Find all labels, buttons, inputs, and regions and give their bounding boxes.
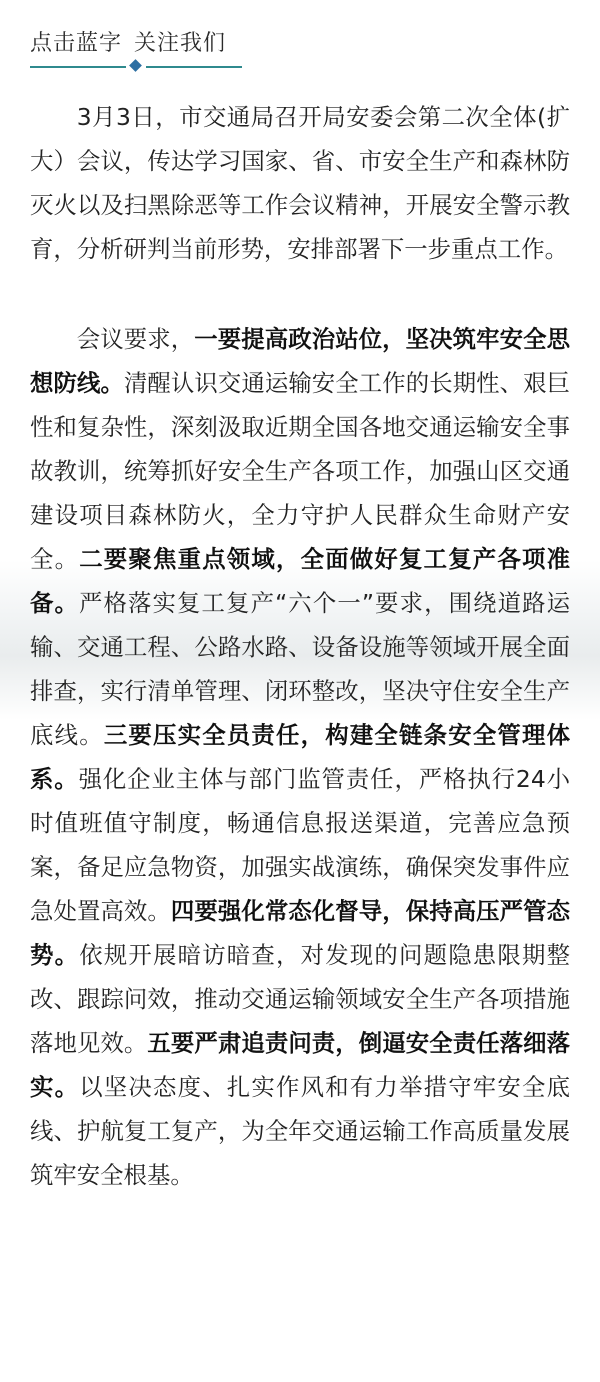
para-text: 会议要求， bbox=[76, 325, 195, 353]
article-paragraph-intro: 3月3日，市交通局召开局安委会第二次全体(扩大）会议，传达学习国家、省、市安全生产和森林防灭火以及扫黑除恶等工作会议精神，开展安全警示教育，分析研判当前形势，安排部署下一步重点工作。 bbox=[30, 103, 570, 263]
diamond-icon bbox=[129, 59, 142, 72]
requirement-1-text: 清醒认识交通运输安全工作的长期性、艰巨性和复杂性，深刻汲取近期全国各地交通运输安全事故教训，统筹抓好安全生产各项工作，加强山区交通建设项目森林防火，全力守护人民群众生命财产安全。 bbox=[30, 369, 571, 573]
follow-label-a: 点击蓝字 bbox=[30, 31, 123, 56]
follow-header[interactable] bbox=[0, 0, 600, 80]
follow-prompt[interactable] bbox=[30, 26, 226, 57]
requirement-3-text: 强化企业主体与部门监管责任，严格执行24小时值班值守制度，畅通信息报送渠道，完善应急预案，备足应急物资，加强实战演练，确保突发事件应急处置高效。 bbox=[30, 765, 570, 925]
requirement-5-text: 以坚决态度、扎实作风和有力举措守牢安全底线、护航复工复产，为全年交通运输工作高质量发展筑牢安全根基。 bbox=[30, 1073, 571, 1189]
requirement-2-text: 严格落实复工复产“六个一”要求，围绕道路运输、交通工程、公路水路、设备设施等领域开展全面排查，实行清单管理、闭环整改，坚决守住安全生产底线。 bbox=[30, 589, 571, 749]
divider-right bbox=[146, 66, 242, 68]
requirement-5-heading: 五要严肃追责问责，倒逼安全责任落细落实。 bbox=[30, 1029, 571, 1101]
requirement-1-heading: 一要提高政治站位，坚决筑牢安全思想防线。 bbox=[30, 325, 570, 397]
article-body bbox=[0, 95, 600, 1197]
requirement-2-heading: 二要聚焦重点领域，全面做好复工复产各项准备。 bbox=[30, 545, 571, 617]
divider-left bbox=[30, 66, 126, 68]
follow-label-b: 关注我们 bbox=[134, 31, 227, 56]
requirement-4-text: 依规开展暗访暗查，对发现的问题隐患限期整改、跟踪问效，推动交通运输领域安全生产各项措施落地见效。 bbox=[30, 941, 571, 1057]
article-paragraph-requirements bbox=[30, 317, 570, 1197]
requirement-4-heading: 四要强化常态化督导，保持高压严管态势。 bbox=[30, 897, 571, 969]
requirement-3-heading: 三要压实全员责任，构建全链条安全管理体系。 bbox=[30, 721, 571, 793]
